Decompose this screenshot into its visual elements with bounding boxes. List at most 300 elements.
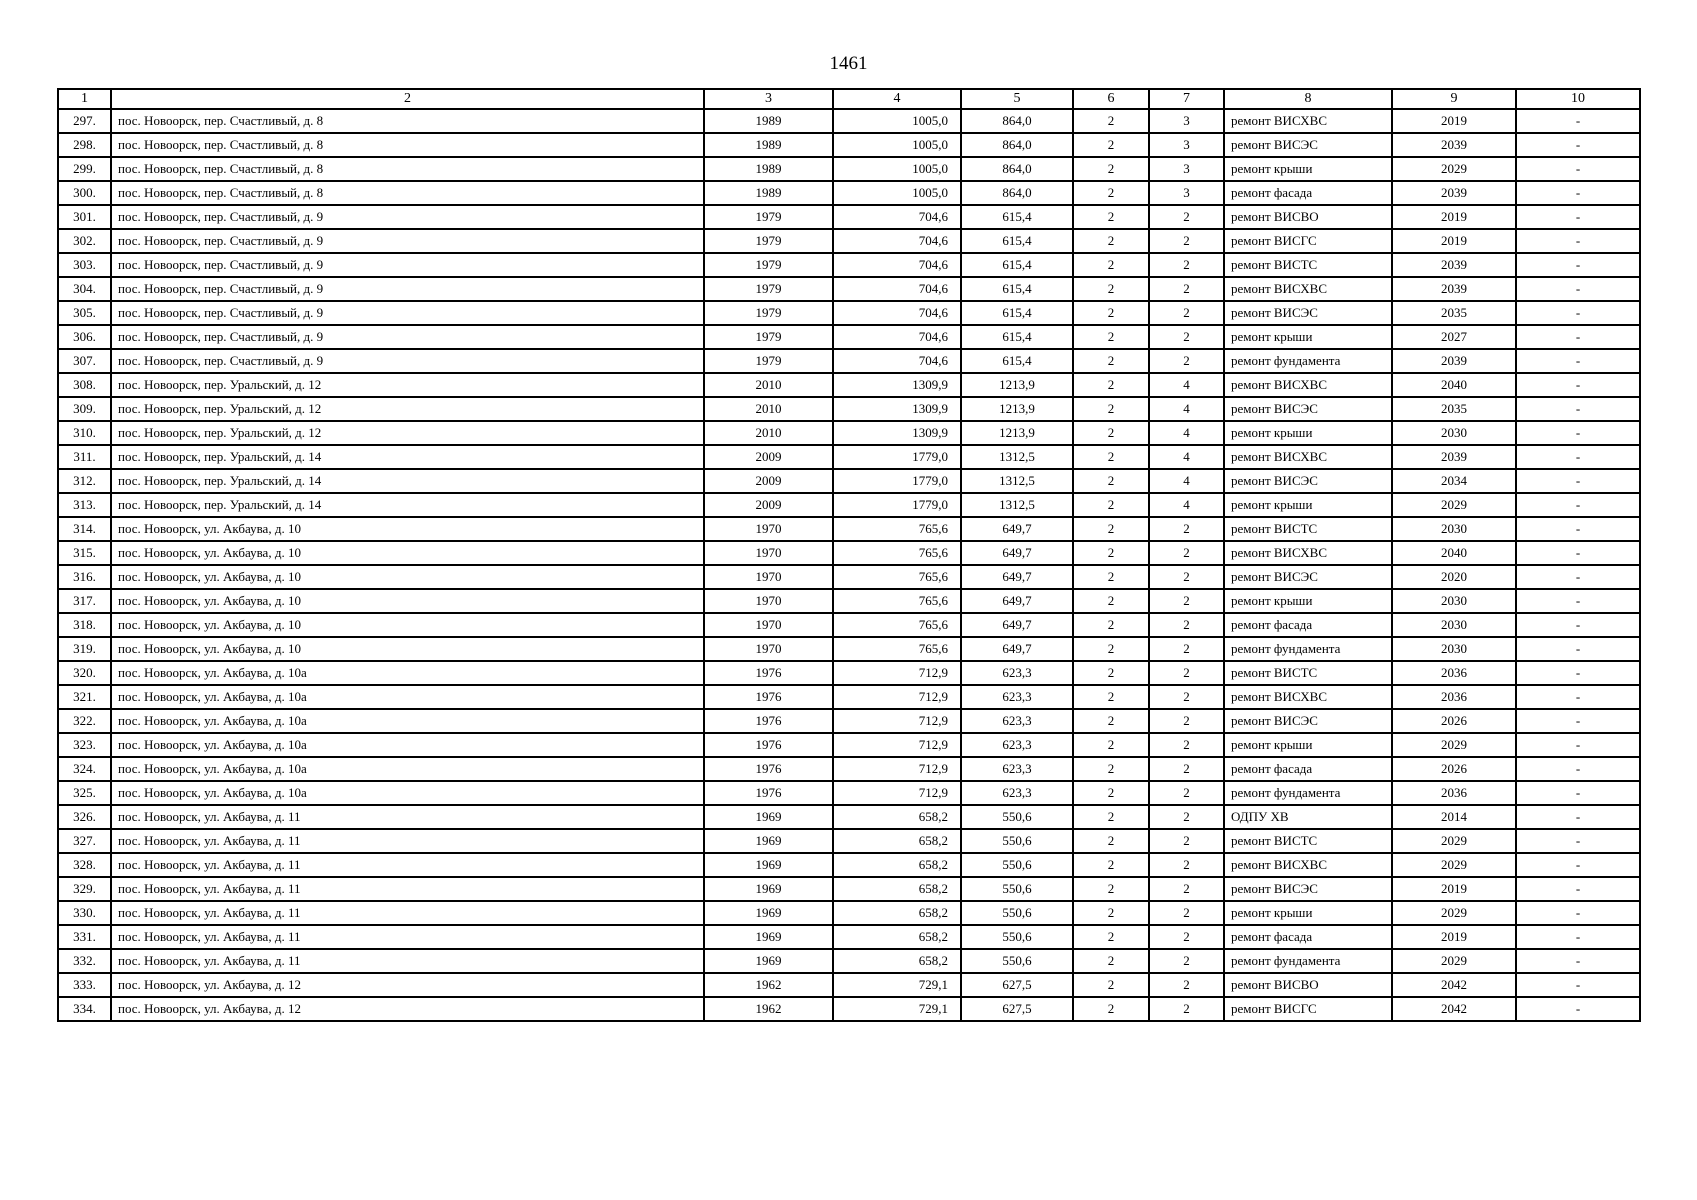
total-area-cell: 1309,9 [833,421,961,445]
total-area-cell: 1779,0 [833,445,961,469]
entrances-cell: 4 [1149,421,1224,445]
table-row [58,373,1640,397]
total-area-cell: 658,2 [833,877,961,901]
living-area-cell: 1312,5 [961,469,1073,493]
note-cell: - [1516,685,1640,709]
table-row [58,637,1640,661]
table-row [58,253,1640,277]
address-cell: пос. Новоорск, ул. Акбаува, д. 10 [111,565,704,589]
address-cell: пос. Новоорск, ул. Акбаува, д. 11 [111,877,704,901]
entrances-cell: 4 [1149,469,1224,493]
work-type-cell: ремонт ВИСХВС [1224,853,1392,877]
floors-cell: 2 [1073,613,1149,637]
total-area-cell: 712,9 [833,709,961,733]
year-cell: 1989 [704,157,833,181]
work-type-cell: ремонт ВИСЭС [1224,469,1392,493]
table-row [58,709,1640,733]
note-cell: - [1516,757,1640,781]
row-index: 302. [58,229,111,253]
address-cell: пос. Новоорск, пер. Уральский, д. 12 [111,373,704,397]
address-cell: пос. Новоорск, пер. Уральский, д. 14 [111,493,704,517]
living-area-cell: 649,7 [961,565,1073,589]
note-cell: - [1516,181,1640,205]
total-area-cell: 658,2 [833,805,961,829]
floors-cell: 2 [1073,829,1149,853]
work-type-cell: ремонт ВИСЭС [1224,709,1392,733]
address-cell: пос. Новоорск, ул. Акбаува, д. 10а [111,757,704,781]
planned-year-cell: 2035 [1392,301,1516,325]
note-cell: - [1516,445,1640,469]
row-index: 334. [58,997,111,1021]
living-area-cell: 623,3 [961,661,1073,685]
address-cell: пос. Новоорск, ул. Акбаува, д. 10 [111,637,704,661]
work-type-cell: ремонт ВИСХВС [1224,277,1392,301]
floors-cell: 2 [1073,781,1149,805]
planned-year-cell: 2039 [1392,445,1516,469]
year-cell: 1970 [704,565,833,589]
column-header-3: 3 [704,89,833,109]
work-type-cell: ремонт ВИСЭС [1224,133,1392,157]
address-cell: пос. Новоорск, ул. Акбаува, д. 10а [111,685,704,709]
floors-cell: 2 [1073,109,1149,133]
row-index: 327. [58,829,111,853]
row-index: 329. [58,877,111,901]
work-type-cell: ремонт ВИСЭС [1224,397,1392,421]
total-area-cell: 765,6 [833,613,961,637]
note-cell: - [1516,973,1640,997]
floors-cell: 2 [1073,397,1149,421]
planned-year-cell: 2034 [1392,469,1516,493]
address-cell: пос. Новоорск, пер. Счастливый, д. 8 [111,157,704,181]
living-area-cell: 550,6 [961,925,1073,949]
living-area-cell: 649,7 [961,637,1073,661]
entrances-cell: 2 [1149,277,1224,301]
floors-cell: 2 [1073,853,1149,877]
row-index: 321. [58,685,111,709]
note-cell: - [1516,877,1640,901]
work-type-cell: ремонт ВИСТС [1224,829,1392,853]
work-type-cell: ремонт ВИСЭС [1224,877,1392,901]
work-type-cell: ремонт ВИСВО [1224,973,1392,997]
planned-year-cell: 2014 [1392,805,1516,829]
address-cell: пос. Новоорск, ул. Акбаува, д. 11 [111,949,704,973]
living-area-cell: 627,5 [961,997,1073,1021]
row-index: 328. [58,853,111,877]
address-cell: пос. Новоорск, ул. Акбаува, д. 10 [111,517,704,541]
work-type-cell: ремонт ВИСВО [1224,205,1392,229]
floors-cell: 2 [1073,205,1149,229]
year-cell: 1969 [704,829,833,853]
address-cell: пос. Новоорск, пер. Счастливый, д. 9 [111,205,704,229]
total-area-cell: 729,1 [833,973,961,997]
living-area-cell: 615,4 [961,301,1073,325]
total-area-cell: 704,6 [833,229,961,253]
note-cell: - [1516,301,1640,325]
table-row [58,949,1640,973]
floors-cell: 2 [1073,469,1149,493]
year-cell: 1976 [704,733,833,757]
planned-year-cell: 2040 [1392,541,1516,565]
year-cell: 1970 [704,541,833,565]
note-cell: - [1516,925,1640,949]
row-index: 304. [58,277,111,301]
planned-year-cell: 2026 [1392,709,1516,733]
address-cell: пос. Новоорск, ул. Акбаува, д. 10а [111,661,704,685]
year-cell: 1969 [704,877,833,901]
address-cell: пос. Новоорск, пер. Уральский, д. 14 [111,445,704,469]
floors-cell: 2 [1073,709,1149,733]
floors-cell: 2 [1073,229,1149,253]
year-cell: 1979 [704,253,833,277]
row-index: 299. [58,157,111,181]
planned-year-cell: 2030 [1392,589,1516,613]
total-area-cell: 765,6 [833,517,961,541]
living-area-cell: 615,4 [961,205,1073,229]
planned-year-cell: 2029 [1392,157,1516,181]
row-index: 316. [58,565,111,589]
work-type-cell: ОДПУ ХВ [1224,805,1392,829]
year-cell: 2009 [704,493,833,517]
note-cell: - [1516,397,1640,421]
total-area-cell: 1309,9 [833,373,961,397]
planned-year-cell: 2029 [1392,829,1516,853]
work-type-cell: ремонт крыши [1224,325,1392,349]
total-area-cell: 658,2 [833,949,961,973]
note-cell: - [1516,349,1640,373]
entrances-cell: 2 [1149,565,1224,589]
total-area-cell: 658,2 [833,829,961,853]
work-type-cell: ремонт ВИСГС [1224,229,1392,253]
table-row [58,997,1640,1021]
note-cell: - [1516,709,1640,733]
living-area-cell: 550,6 [961,877,1073,901]
note-cell: - [1516,157,1640,181]
planned-year-cell: 2020 [1392,565,1516,589]
planned-year-cell: 2030 [1392,421,1516,445]
floors-cell: 2 [1073,997,1149,1021]
living-area-cell: 550,6 [961,901,1073,925]
year-cell: 1989 [704,109,833,133]
work-type-cell: ремонт крыши [1224,901,1392,925]
planned-year-cell: 2039 [1392,133,1516,157]
entrances-cell: 2 [1149,685,1224,709]
table-row [58,277,1640,301]
year-cell: 1976 [704,781,833,805]
entrances-cell: 2 [1149,637,1224,661]
entrances-cell: 2 [1149,589,1224,613]
floors-cell: 2 [1073,517,1149,541]
entrances-cell: 2 [1149,541,1224,565]
living-area-cell: 649,7 [961,589,1073,613]
table-row [58,421,1640,445]
floors-cell: 2 [1073,349,1149,373]
address-cell: пос. Новоорск, ул. Акбаува, д. 10а [111,733,704,757]
floors-cell: 2 [1073,757,1149,781]
entrances-cell: 2 [1149,613,1224,637]
table-row [58,781,1640,805]
living-area-cell: 864,0 [961,181,1073,205]
note-cell: - [1516,373,1640,397]
entrances-cell: 2 [1149,877,1224,901]
entrances-cell: 4 [1149,493,1224,517]
address-cell: пос. Новоорск, ул. Акбаува, д. 10 [111,589,704,613]
address-cell: пос. Новоорск, пер. Счастливый, д. 9 [111,229,704,253]
note-cell: - [1516,661,1640,685]
note-cell: - [1516,493,1640,517]
living-area-cell: 623,3 [961,685,1073,709]
address-cell: пос. Новоорск, ул. Акбаува, д. 11 [111,853,704,877]
total-area-cell: 765,6 [833,541,961,565]
table-body [58,89,1640,1021]
work-type-cell: ремонт ВИСТС [1224,517,1392,541]
living-area-cell: 550,6 [961,805,1073,829]
entrances-cell: 2 [1149,997,1224,1021]
row-index: 307. [58,349,111,373]
address-cell: пос. Новоорск, пер. Уральский, д. 12 [111,421,704,445]
table-row [58,877,1640,901]
floors-cell: 2 [1073,877,1149,901]
table-row [58,757,1640,781]
table-row [58,301,1640,325]
work-type-cell: ремонт крыши [1224,421,1392,445]
row-index: 332. [58,949,111,973]
work-type-cell: ремонт ВИСГС [1224,997,1392,1021]
row-index: 297. [58,109,111,133]
planned-year-cell: 2019 [1392,205,1516,229]
floors-cell: 2 [1073,445,1149,469]
planned-year-cell: 2036 [1392,661,1516,685]
entrances-cell: 4 [1149,373,1224,397]
planned-year-cell: 2029 [1392,901,1516,925]
note-cell: - [1516,997,1640,1021]
address-cell: пос. Новоорск, пер. Счастливый, д. 9 [111,277,704,301]
floors-cell: 2 [1073,637,1149,661]
note-cell: - [1516,229,1640,253]
row-index: 310. [58,421,111,445]
work-type-cell: ремонт фундамента [1224,781,1392,805]
total-area-cell: 704,6 [833,349,961,373]
year-cell: 1962 [704,973,833,997]
year-cell: 1989 [704,133,833,157]
header-row [58,89,1640,109]
planned-year-cell: 2026 [1392,757,1516,781]
address-cell: пос. Новоорск, пер. Уральский, д. 12 [111,397,704,421]
entrances-cell: 2 [1149,805,1224,829]
entrances-cell: 2 [1149,853,1224,877]
living-area-cell: 864,0 [961,109,1073,133]
year-cell: 2010 [704,397,833,421]
entrances-cell: 2 [1149,253,1224,277]
entrances-cell: 2 [1149,949,1224,973]
year-cell: 1969 [704,901,833,925]
total-area-cell: 712,9 [833,661,961,685]
work-type-cell: ремонт ВИСХВС [1224,445,1392,469]
entrances-cell: 3 [1149,157,1224,181]
planned-year-cell: 2027 [1392,325,1516,349]
living-area-cell: 623,3 [961,757,1073,781]
living-area-cell: 649,7 [961,613,1073,637]
year-cell: 1979 [704,229,833,253]
address-cell: пос. Новоорск, ул. Акбаува, д. 10а [111,709,704,733]
planned-year-cell: 2030 [1392,613,1516,637]
total-area-cell: 1005,0 [833,157,961,181]
entrances-cell: 2 [1149,709,1224,733]
year-cell: 1976 [704,709,833,733]
column-header-9: 9 [1392,89,1516,109]
year-cell: 1969 [704,853,833,877]
year-cell: 1989 [704,181,833,205]
living-area-cell: 649,7 [961,541,1073,565]
entrances-cell: 4 [1149,445,1224,469]
page-number: 1461 [829,53,868,74]
address-cell: пос. Новоорск, пер. Счастливый, д. 8 [111,109,704,133]
planned-year-cell: 2030 [1392,517,1516,541]
work-type-cell: ремонт фасада [1224,925,1392,949]
entrances-cell: 2 [1149,829,1224,853]
work-type-cell: ремонт ВИСХВС [1224,373,1392,397]
note-cell: - [1516,325,1640,349]
floors-cell: 2 [1073,949,1149,973]
work-type-cell: ремонт ВИСХВС [1224,685,1392,709]
year-cell: 2010 [704,373,833,397]
year-cell: 1970 [704,637,833,661]
address-cell: пос. Новоорск, ул. Акбаува, д. 10а [111,781,704,805]
living-area-cell: 627,5 [961,973,1073,997]
year-cell: 1979 [704,205,833,229]
floors-cell: 2 [1073,181,1149,205]
year-cell: 1976 [704,757,833,781]
table-row [58,541,1640,565]
living-area-cell: 615,4 [961,325,1073,349]
column-header-1: 1 [58,89,111,109]
address-cell: пос. Новоорск, пер. Счастливый, д. 9 [111,325,704,349]
entrances-cell: 2 [1149,349,1224,373]
total-area-cell: 712,9 [833,685,961,709]
total-area-cell: 704,6 [833,325,961,349]
year-cell: 1969 [704,949,833,973]
entrances-cell: 2 [1149,901,1224,925]
floors-cell: 2 [1073,493,1149,517]
living-area-cell: 615,4 [961,349,1073,373]
floors-cell: 2 [1073,541,1149,565]
note-cell: - [1516,613,1640,637]
address-cell: пос. Новоорск, ул. Акбаува, д. 10 [111,541,704,565]
note-cell: - [1516,565,1640,589]
year-cell: 1969 [704,805,833,829]
row-index: 308. [58,373,111,397]
living-area-cell: 864,0 [961,133,1073,157]
work-type-cell: ремонт фундамента [1224,637,1392,661]
total-area-cell: 1005,0 [833,109,961,133]
row-index: 306. [58,325,111,349]
planned-year-cell: 2029 [1392,949,1516,973]
planned-year-cell: 2019 [1392,109,1516,133]
table-row [58,205,1640,229]
planned-year-cell: 2042 [1392,973,1516,997]
work-type-cell: ремонт крыши [1224,589,1392,613]
row-index: 319. [58,637,111,661]
note-cell: - [1516,133,1640,157]
table-row [58,109,1640,133]
planned-year-cell: 2040 [1392,373,1516,397]
note-cell: - [1516,277,1640,301]
floors-cell: 2 [1073,253,1149,277]
year-cell: 2009 [704,445,833,469]
row-index: 331. [58,925,111,949]
planned-year-cell: 2036 [1392,685,1516,709]
note-cell: - [1516,421,1640,445]
year-cell: 1969 [704,925,833,949]
note-cell: - [1516,829,1640,853]
table-row [58,157,1640,181]
table-row [58,397,1640,421]
note-cell: - [1516,253,1640,277]
floors-cell: 2 [1073,805,1149,829]
planned-year-cell: 2019 [1392,925,1516,949]
total-area-cell: 1005,0 [833,181,961,205]
row-index: 309. [58,397,111,421]
note-cell: - [1516,781,1640,805]
row-index: 314. [58,517,111,541]
address-cell: пос. Новоорск, ул. Акбаува, д. 12 [111,997,704,1021]
work-type-cell: ремонт фасада [1224,757,1392,781]
row-index: 313. [58,493,111,517]
address-cell: пос. Новоорск, пер. Счастливый, д. 9 [111,253,704,277]
total-area-cell: 704,6 [833,205,961,229]
total-area-cell: 765,6 [833,565,961,589]
floors-cell: 2 [1073,973,1149,997]
entrances-cell: 2 [1149,973,1224,997]
entrances-cell: 2 [1149,781,1224,805]
table-row [58,565,1640,589]
floors-cell: 2 [1073,157,1149,181]
table-row [58,901,1640,925]
planned-year-cell: 2019 [1392,229,1516,253]
year-cell: 1970 [704,613,833,637]
total-area-cell: 1779,0 [833,469,961,493]
table-row [58,133,1640,157]
table-row [58,349,1640,373]
living-area-cell: 1213,9 [961,397,1073,421]
note-cell: - [1516,589,1640,613]
living-area-cell: 615,4 [961,277,1073,301]
work-type-cell: ремонт ВИСХВС [1224,109,1392,133]
table-row [58,229,1640,253]
floors-cell: 2 [1073,733,1149,757]
total-area-cell: 765,6 [833,589,961,613]
row-index: 303. [58,253,111,277]
floors-cell: 2 [1073,661,1149,685]
note-cell: - [1516,541,1640,565]
column-header-8: 8 [1224,89,1392,109]
column-header-5: 5 [961,89,1073,109]
column-header-7: 7 [1149,89,1224,109]
row-index: 312. [58,469,111,493]
address-cell: пос. Новоорск, пер. Уральский, д. 14 [111,469,704,493]
row-index: 305. [58,301,111,325]
row-index: 311. [58,445,111,469]
entrances-cell: 2 [1149,301,1224,325]
floors-cell: 2 [1073,589,1149,613]
planned-year-cell: 2030 [1392,637,1516,661]
total-area-cell: 658,2 [833,853,961,877]
table-row [58,445,1640,469]
living-area-cell: 615,4 [961,253,1073,277]
living-area-cell: 550,6 [961,829,1073,853]
work-type-cell: ремонт ВИСЭС [1224,301,1392,325]
address-cell: пос. Новоорск, ул. Акбаува, д. 11 [111,925,704,949]
table-row [58,661,1640,685]
